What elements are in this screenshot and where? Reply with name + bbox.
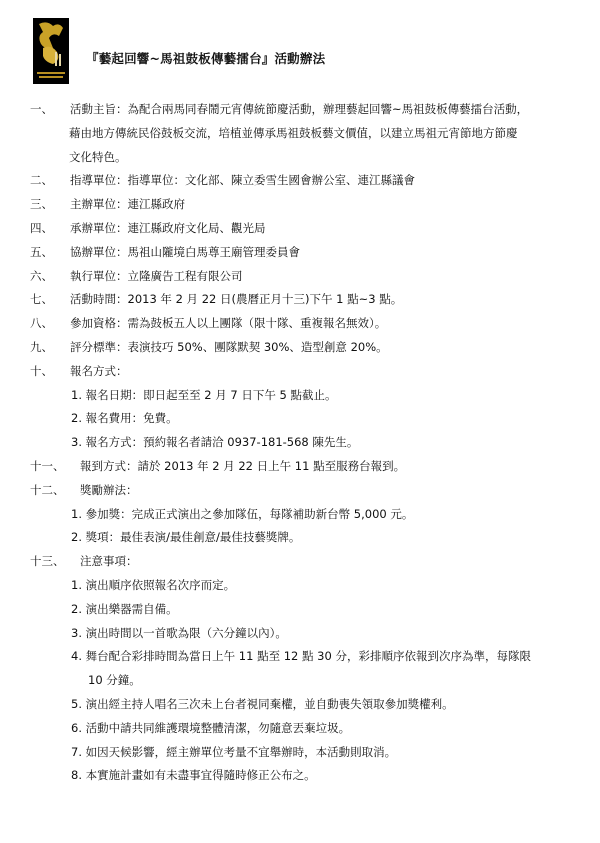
section-item (30, 550, 590, 572)
section-text: 評分標準：表演技巧 50%、團隊默契 30%、造型創意 20%。 (70, 340, 388, 354)
section-item (30, 217, 590, 239)
section-number: 十二、 (30, 483, 65, 497)
section-text: 報名方式： (70, 364, 128, 378)
section-text: 執行單位：立隆廣告工程有限公司 (70, 269, 243, 283)
section-text: 活動時間：2013 年 2 月 22 日(農曆正月十三)下午 1 點~3 點。 (70, 292, 403, 306)
section-text: 主辦單位：連江縣政府 (70, 197, 185, 211)
section-continuation: 藉由地方傳統民俗鼓板交流，培植並傳承馬祖鼓板藝文價值，以建立馬祖元宵節地方節慶 (69, 126, 518, 140)
section-number: 二、 (30, 173, 53, 187)
sub-item: 3. 演出時間以一首歌為限（六分鐘以內）。 (71, 626, 287, 640)
section-item (30, 169, 590, 191)
section-number: 三、 (30, 197, 53, 211)
section-text: 報到方式：請於 2013 年 2 月 22 日上午 11 點至服務台報到。 (80, 459, 406, 473)
sub-item: 1. 演出順序依照報名次序而定。 (71, 578, 236, 592)
section-text: 協辦單位：馬祖山隴境白馬尊王廟管理委員會 (70, 245, 300, 259)
section-number: 一、 (30, 102, 53, 116)
sub-item: 2. 報名費用：免費。 (71, 411, 178, 425)
section-item (30, 360, 590, 382)
sub-item: 2. 獎項：最佳表演/最佳創意/最佳技藝獎牌。 (71, 530, 301, 544)
section-item (30, 241, 590, 263)
section-number: 九、 (30, 340, 53, 354)
section-number: 十一、 (30, 459, 65, 473)
section-number: 十三、 (30, 554, 65, 568)
section-text: 注意事項： (80, 554, 138, 568)
sub-item: 3. 報名方式：預約報名者請洽 0937-181-568 陳先生。 (71, 435, 359, 449)
sub-item: 1. 報名日期：即日起至至 2 月 7 日下午 5 點截止。 (71, 388, 337, 402)
section-item (30, 336, 590, 358)
sub-item-continuation: 10 分鐘。 (88, 673, 141, 687)
section-text: 承辦單位：連江縣政府文化局、觀光局 (70, 221, 266, 235)
section-continuation: 文化特色。 (69, 150, 127, 164)
page-title: 『藝起回響~馬祖鼓板傳藝擂台』活動辦法 (86, 51, 326, 66)
section-item (30, 288, 590, 310)
section-text: 獎勵辦法： (80, 483, 138, 497)
section-number: 七、 (30, 292, 53, 306)
sub-item: 2. 演出樂器需自備。 (71, 602, 178, 616)
section-text: 指導單位：指導單位：文化部、陳立委雪生國會辦公室、連江縣議會 (70, 173, 415, 187)
section-number: 八、 (30, 316, 53, 330)
section-text: 參加資格：需為鼓板五人以上團隊（限十隊、重複報名無效）。 (70, 316, 387, 330)
section-item (30, 265, 590, 287)
section-item (30, 98, 590, 120)
sub-item: 4. 舞台配合彩排時間為當日上午 11 點至 12 點 30 分，彩排順序依報到次序為準，每隊限 (71, 649, 531, 663)
section-text: 活動主旨：為配合兩馬同春鬧元宵傳統節慶活動，辦理藝起回響~馬祖鼓板傳藝擂台活動， (70, 102, 529, 116)
sub-item: 6. 活動中請共同維護環境整體清潔，勿隨意丟棄垃圾。 (71, 721, 351, 735)
section-item (30, 193, 590, 215)
section-item (30, 455, 590, 477)
section-number: 四、 (30, 221, 53, 235)
sub-item: 5. 演出經主持人唱名三次未上台者視同棄權，並自動喪失領取參加獎權利。 (71, 697, 454, 711)
sub-item: 1. 參加獎：完成正式演出之參加隊伍，每隊補助新台幣 5,000 元。 (71, 507, 414, 521)
sub-item: 8. 本實施計畫如有未盡事宜得隨時修正公布之。 (71, 768, 316, 782)
section-number: 五、 (30, 245, 53, 259)
section-number: 十、 (30, 364, 53, 378)
section-number: 六、 (30, 269, 53, 283)
sub-item: 7. 如因天候影響，經主辦單位考量不宜舉辦時，本活動則取消。 (71, 745, 397, 759)
section-item (30, 312, 590, 334)
section-item (30, 479, 590, 501)
